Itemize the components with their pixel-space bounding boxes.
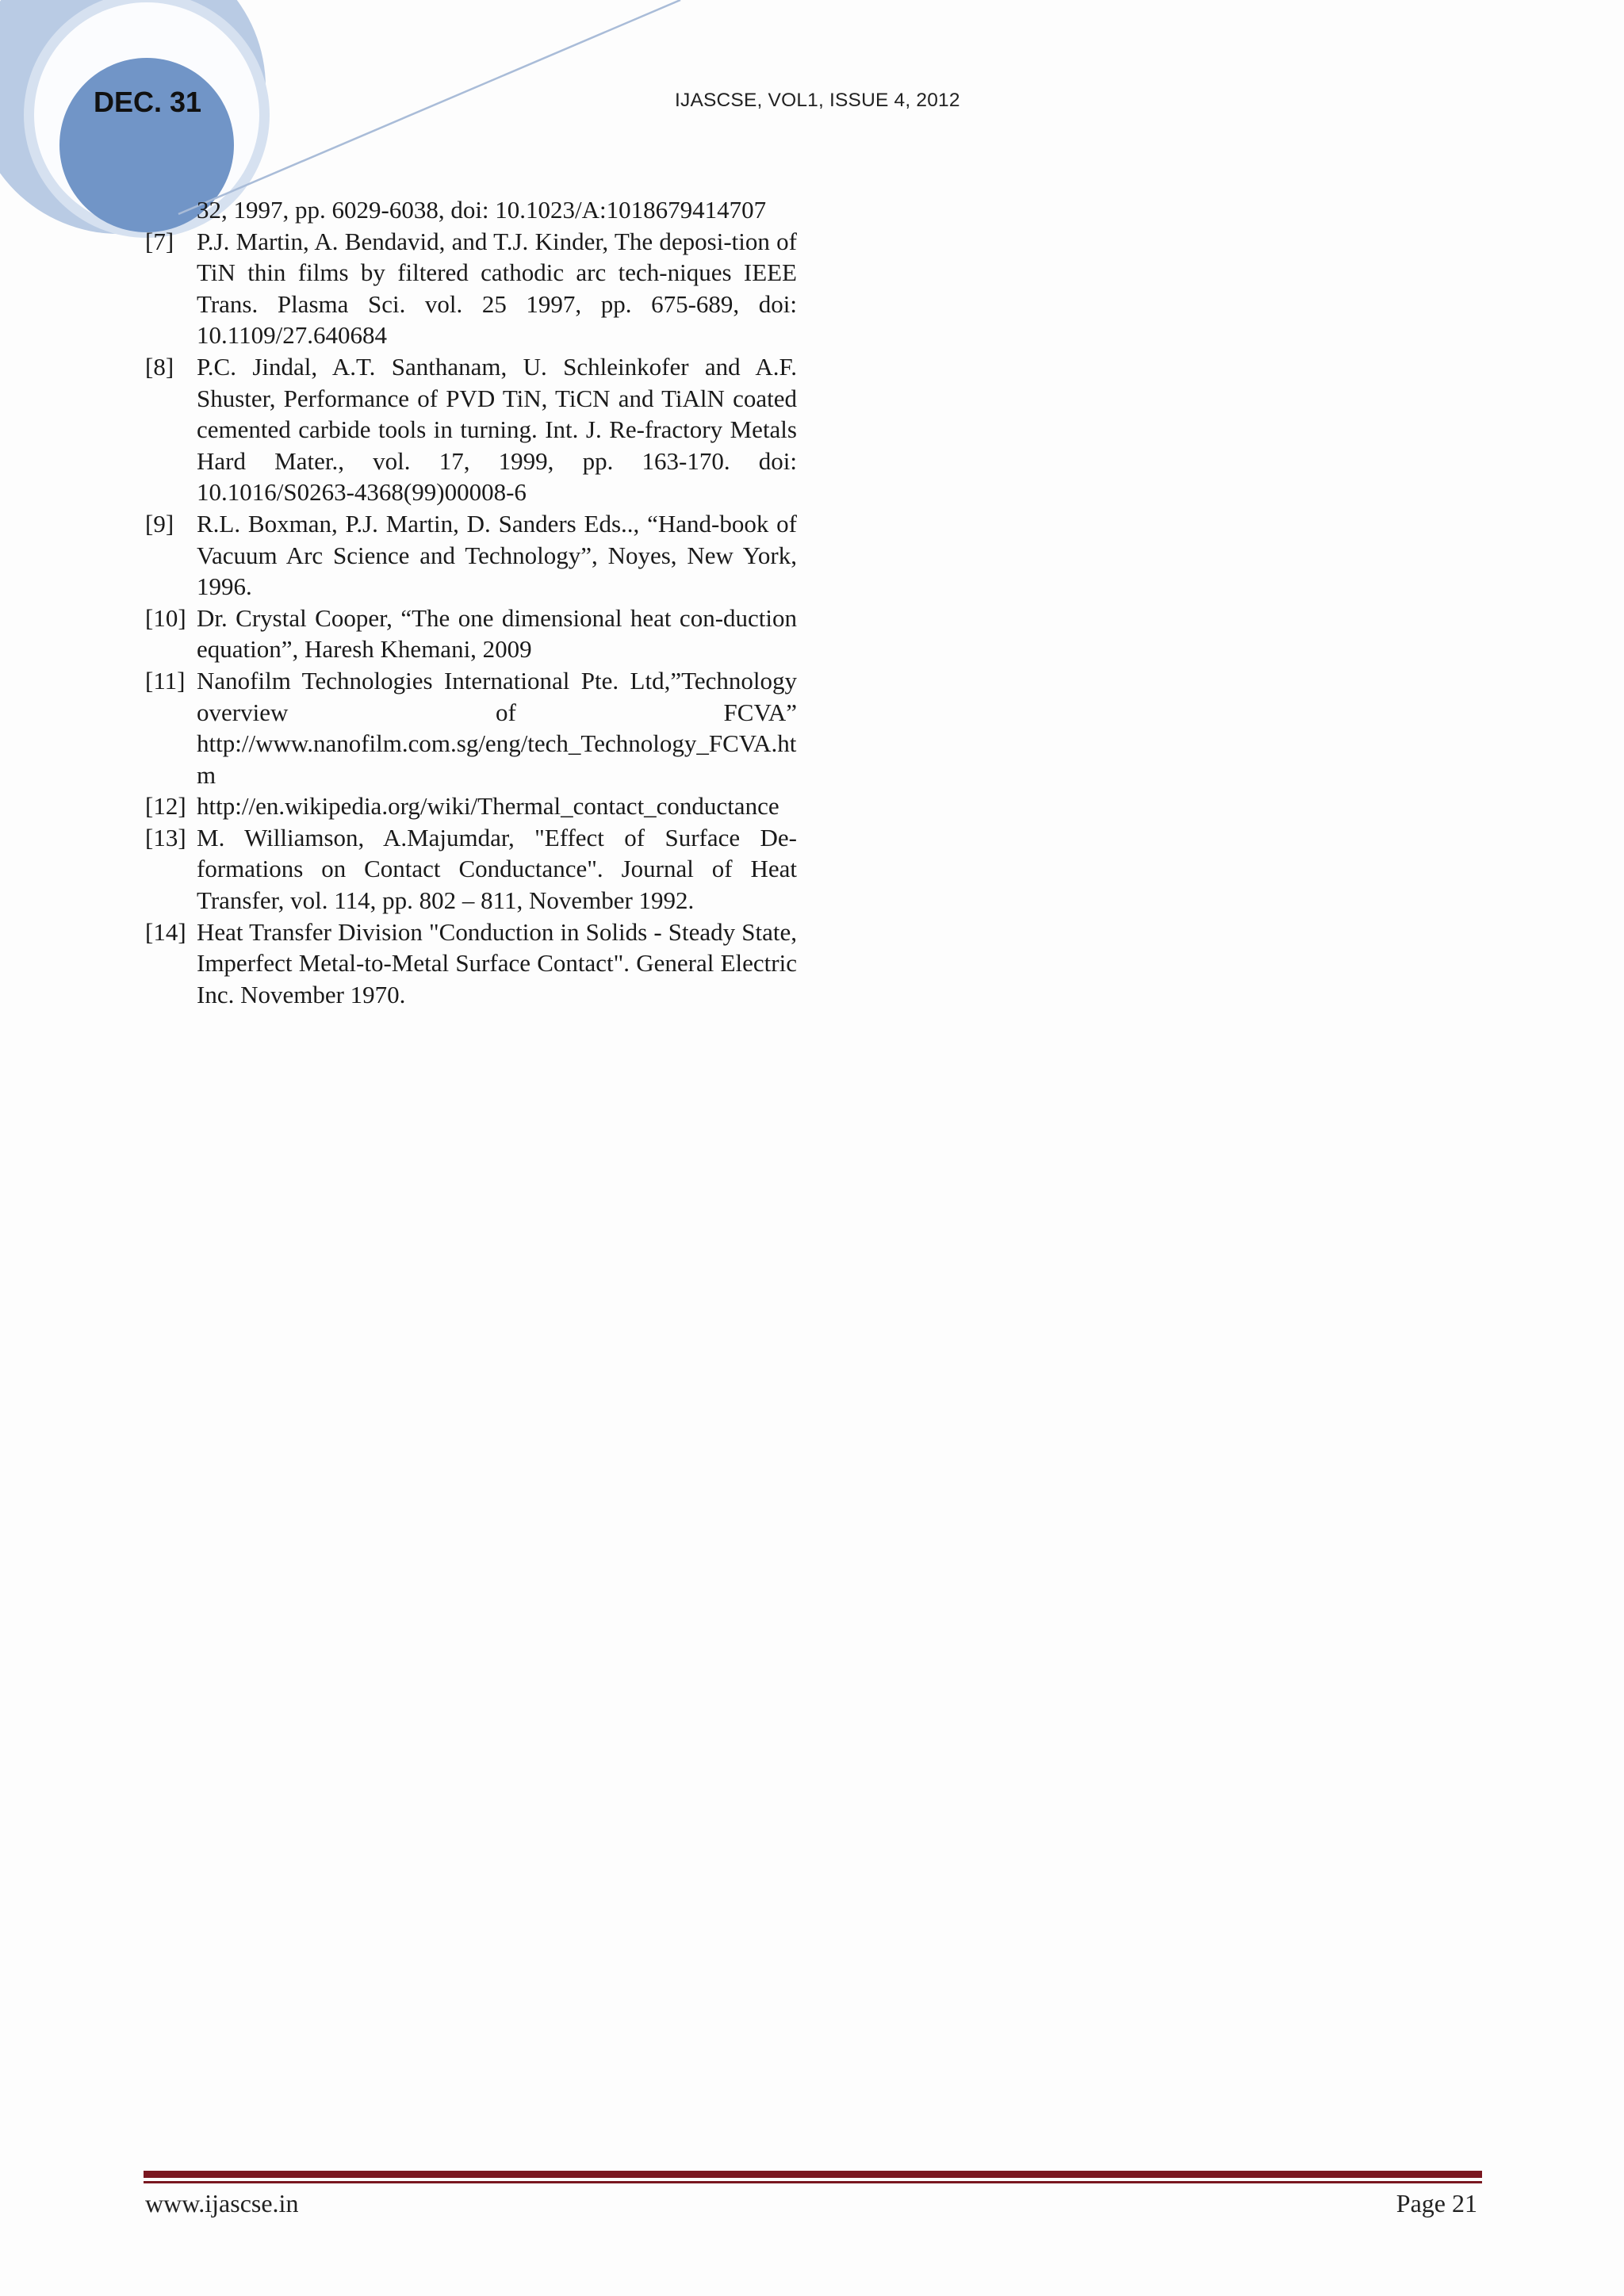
reference-text: Dr. Crystal Cooper, “The one dimensional heat con-duction equation”, Haresh Khemani, 2009 [197, 603, 797, 664]
footer-divider [144, 2171, 1482, 2178]
reference-item [145, 822, 797, 916]
page-number: Page 21 [1396, 2189, 1477, 2218]
reference-item [145, 508, 797, 603]
reference-item [145, 226, 797, 351]
reference-number [145, 194, 197, 226]
footer-divider-thin [144, 2181, 1482, 2183]
reference-item [145, 790, 797, 822]
reference-item [145, 916, 797, 1011]
reference-number: [12] [145, 792, 186, 821]
journal-header: IJASCSE, VOL1, ISSUE 4, 2012 [675, 90, 960, 111]
reference-text: P.J. Martin, A. Bendavid, and T.J. Kinder, The deposi-tion of TiN thin films by filtered cathodic arc tech-niques IEEE Trans. Plasma Sci. vol. 25 1997, pp. 675-689, doi: 10.1109/27.640684 [197, 227, 797, 350]
reference-number: [9] [145, 509, 174, 538]
reference-number: [13] [145, 823, 186, 851]
reference-link-text: http://en.wikipedia.org/wiki/Thermal_contact_conductance [197, 792, 779, 821]
reference-number: [11] [145, 666, 186, 695]
footer-website: www.ijascse.in [145, 2189, 299, 2218]
reference-text: Nanofilm Technologies International Pte. Ltd,”Technology overview of FCVA” http://www.nanofilm.com.sg/eng/tech_Technology_FCVA.htm [197, 666, 797, 789]
reference-text: R.L. Boxman, P.J. Martin, D. Sanders Eds.., “Hand-book of Vacuum Arc Science and Technology”, Noyes, New York, 1996. [197, 509, 797, 601]
reference-number: [8] [145, 352, 174, 381]
reference-text: M. Williamson, A.Majumdar, "Effect of Surface De-formations on Contact Conductance". Journal of Heat Transfer, vol. 114, pp. 802 – 811, November 1992. [197, 823, 797, 915]
reference-text: Heat Transfer Division "Conduction in Solids - Steady State, Imperfect Metal-to-Metal Surface Contact". General Electric Inc. November 1970. [197, 917, 797, 1008]
reference-item [145, 603, 797, 665]
reference-item [145, 351, 797, 508]
reference-list [145, 194, 797, 1010]
reference-text: 32, 1997, pp. 6029-6038, doi: 10.1023/A:1018679414707 [197, 196, 767, 224]
reference-number: [7] [145, 227, 174, 255]
reference-text: P.C. Jindal, A.T. Santhanam, U. Schleinkofer and A.F. Shuster, Performance of PVD TiN, TiCN and TiAlN coated cemented carbide tools in turning. Int. J. Re-fractory Metals Hard Mater., vol. 17, 1999, pp. 163-170. doi: 10.1016/S0263-4368(99)00008-6 [197, 352, 797, 507]
issue-date: DEC. 31 [94, 86, 202, 118]
reference-item [145, 194, 797, 226]
reference-item [145, 665, 797, 790]
reference-number: [10] [145, 603, 186, 632]
reference-number: [14] [145, 917, 186, 946]
